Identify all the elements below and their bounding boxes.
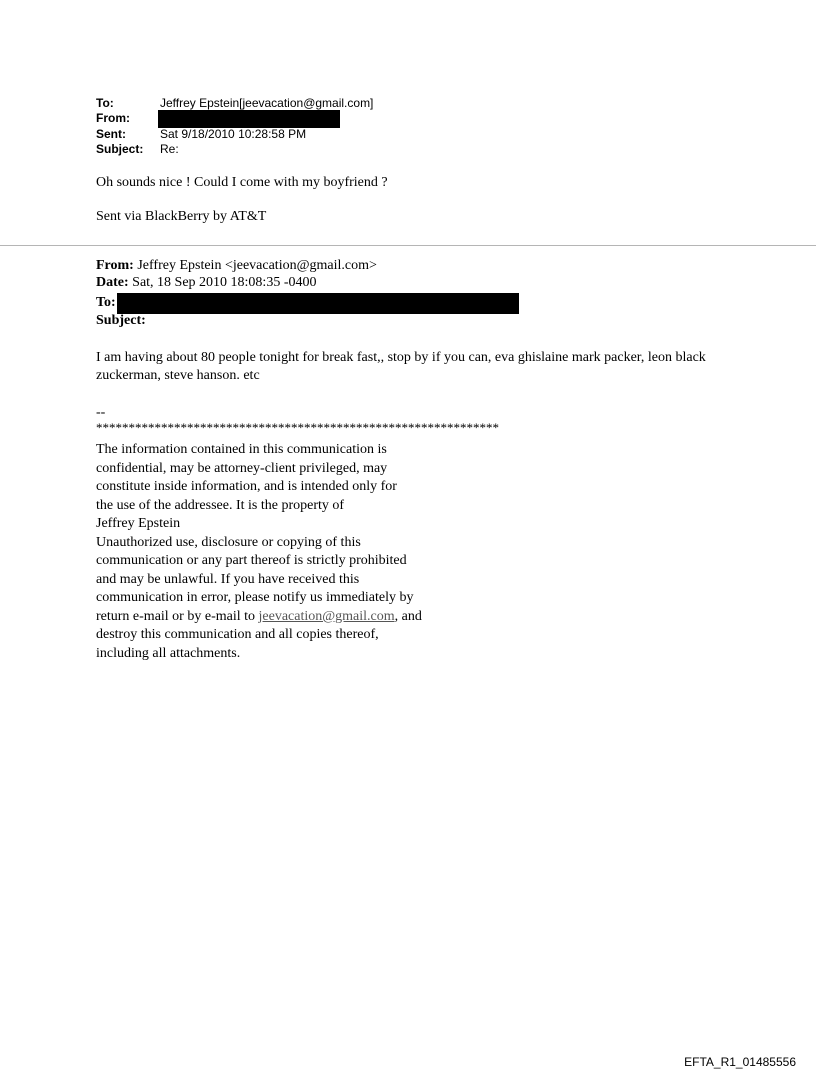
- header-subject-label: Subject:: [96, 142, 144, 156]
- header-sent-label: Sent:: [96, 127, 126, 141]
- email-link[interactable]: jeevacation@gmail.com: [258, 608, 395, 624]
- disclaimer-text: [96, 441, 516, 663]
- header-subject-value: Re:: [160, 142, 179, 156]
- forwarded-to-label: To:: [96, 295, 116, 310]
- disclaimer-line: destroy this communication and all copies thereof,: [96, 627, 379, 642]
- forwarded-to-redaction: [117, 293, 519, 314]
- forwarded-date-value: Sat, 18 Sep 2010 18:08:35 -0400: [132, 275, 317, 290]
- disclaimer-line-email: [96, 608, 516, 627]
- forwarded-date-row: [96, 275, 317, 291]
- disclaimer-line: Unauthorized use, disclosure or copying of this: [96, 534, 361, 550]
- message-divider: [0, 245, 816, 246]
- disclaimer-line: including all attachments.: [96, 645, 241, 661]
- disclaimer-line: Jeffrey Epstein: [96, 516, 181, 531]
- disclaimer-line: confidential, may be attorney-client privileged, may: [96, 460, 388, 476]
- disclaimer-line: The information contained in this communication is: [96, 442, 387, 457]
- disclaimer-stars: **************************************************************: [96, 420, 499, 435]
- header-subject-row: [96, 143, 179, 156]
- disclaimer-line: constitute inside information, and is intended only for: [96, 479, 397, 494]
- disclaimer-line: communication in error, please notify us immediately by: [96, 590, 414, 605]
- reply-body: Oh sounds nice ! Could I come with my boyfriend ?: [96, 175, 388, 190]
- header-from-row: [96, 112, 160, 125]
- header-to-value: Jeffrey Epstein[jeevacation@gmail.com]: [160, 96, 374, 110]
- header-from-redaction: [158, 110, 340, 128]
- forwarded-from-row: [96, 258, 377, 274]
- forwarded-subject-label: Subject:: [96, 313, 146, 328]
- header-from-label: From:: [96, 111, 130, 125]
- forwarded-subject-row: [96, 313, 146, 329]
- header-to-row: [96, 97, 373, 110]
- disclaimer-line: the use of the addressee. It is the property of: [96, 497, 345, 513]
- disclaimer-line-suffix: , and: [394, 608, 422, 624]
- header-to-label: To:: [96, 96, 114, 110]
- header-sent-value: Sat 9/18/2010 10:28:58 PM: [160, 127, 307, 141]
- header-sent-row: [96, 128, 306, 141]
- disclaimer-dashes: --: [96, 405, 106, 420]
- forwarded-body: I am having about 80 people tonight for break fast,, stop by if you can, eva ghislaine mark packer, leon black zuckerman, steve hanson. etc: [96, 350, 706, 383]
- forwarded-date-label: Date:: [96, 275, 129, 290]
- forwarded-from-value: Jeffrey Epstein <jeevacation@gmail.com>: [137, 258, 377, 273]
- disclaimer-line: and may be unlawful. If you have received this: [96, 571, 360, 587]
- forwarded-to-row: [96, 295, 116, 311]
- disclaimer-line-prefix: return e-mail or by e-mail to: [96, 608, 259, 624]
- document-id: EFTA_R1_01485556: [684, 1055, 796, 1069]
- reply-signature: Sent via BlackBerry by AT&T: [96, 209, 267, 224]
- disclaimer-line: communication or any part thereof is strictly prohibited: [96, 553, 407, 568]
- forwarded-from-label: From:: [96, 258, 134, 273]
